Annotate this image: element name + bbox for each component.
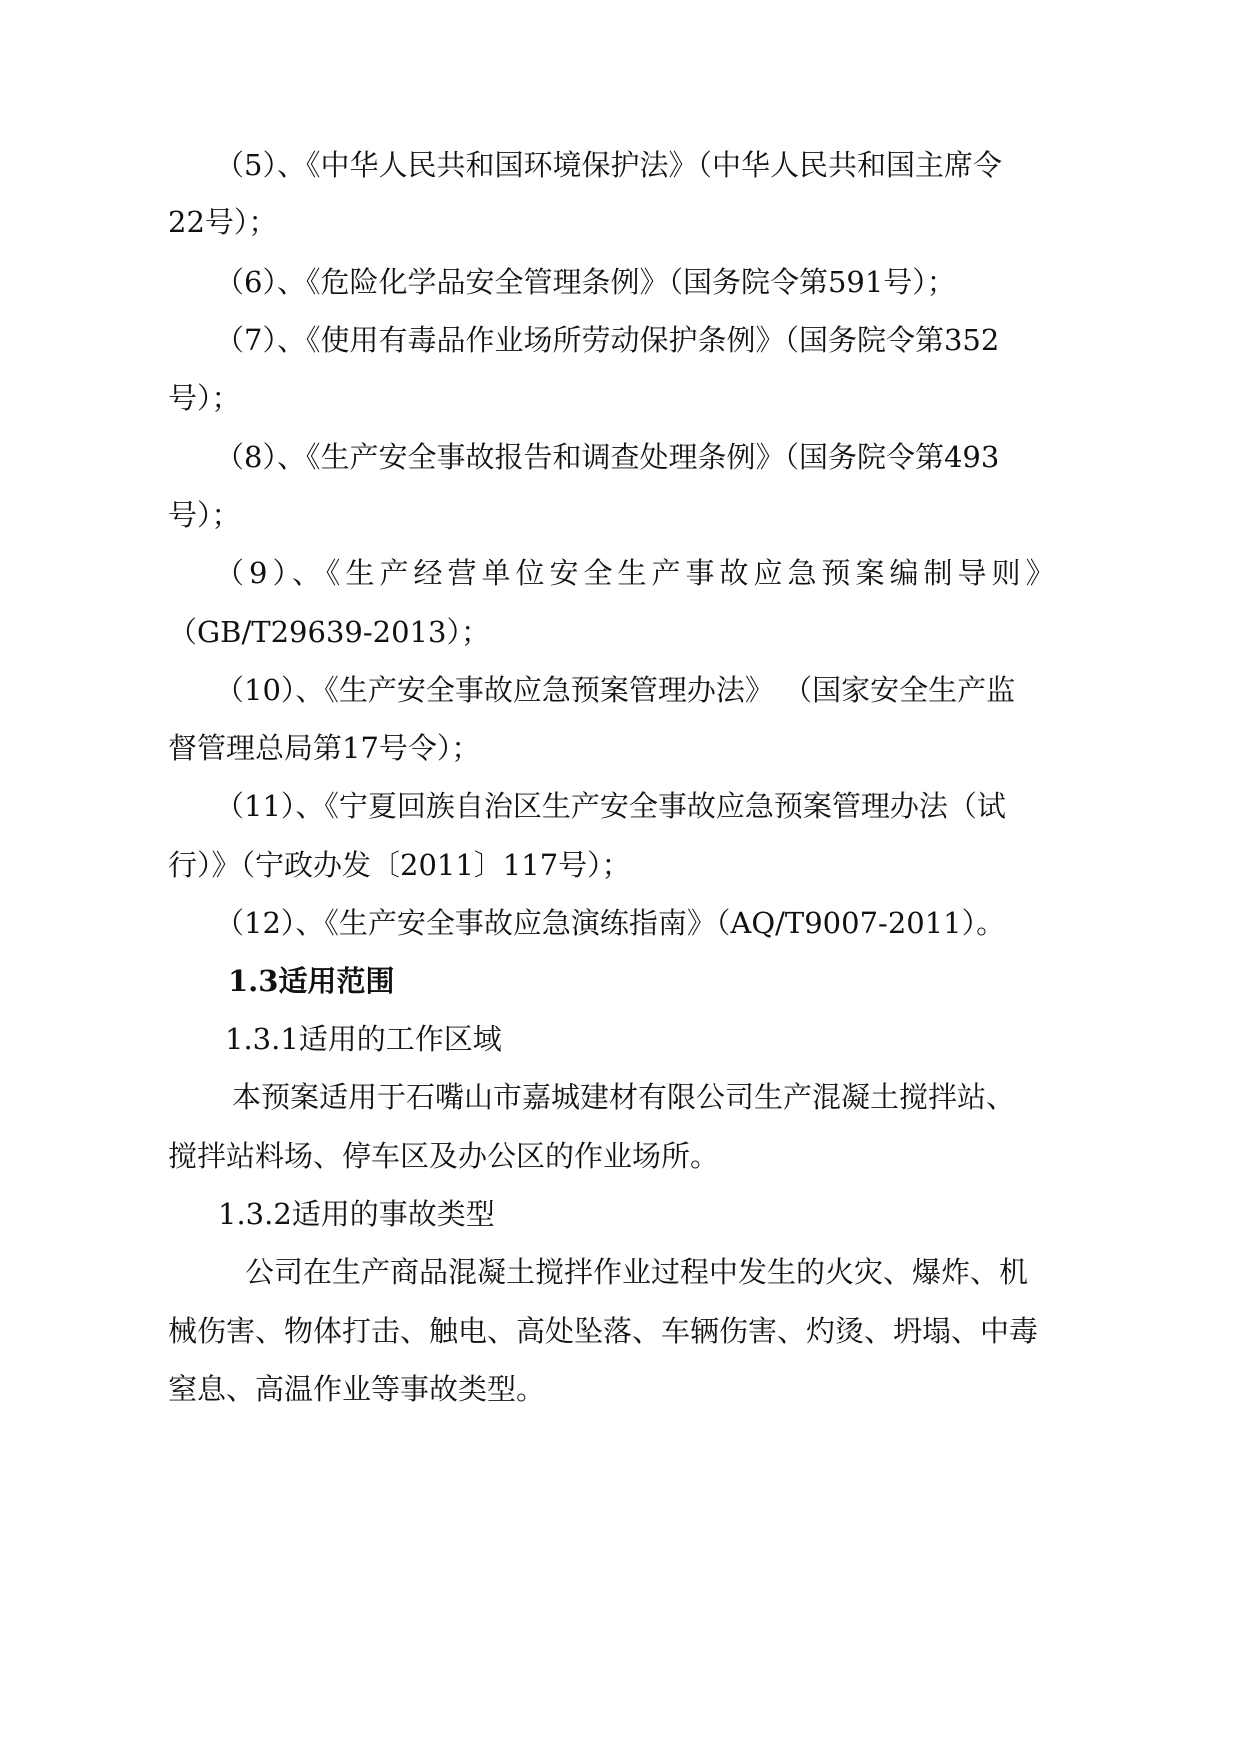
reference-9-line-2: （GB/T29639-2013）； xyxy=(168,615,490,649)
reference-10-line-2: 督管理总局第17号令）； xyxy=(168,731,481,765)
accident-types-line-1: 公司在生产商品混凝土搅拌作业过程中发生的火灾、爆炸、机 xyxy=(245,1255,1029,1289)
reference-11-line-2: 行）》（宁政办发〔2011〕117号）； xyxy=(168,848,631,882)
reference-8-line-1: （8）、《生产安全事故报告和调查处理条例》（国务院令第493 xyxy=(215,440,1000,474)
subsection-heading-1-3-1: 1.3.1适用的工作区域 xyxy=(225,1022,502,1056)
accident-types-line-2: 械伤害、物体打击、触电、高处坠落、车辆伤害、灼烫、坍塌、中毒 xyxy=(168,1314,1039,1348)
accident-types-line-3: 窒息、高温作业等事故类型。 xyxy=(168,1372,546,1406)
reference-6: （6）、《危险化学品安全管理条例》（国务院令第591号）； xyxy=(215,265,956,299)
scope-paragraph-line-2: 搅拌站料场、停车区及办公区的作业场所。 xyxy=(168,1139,720,1173)
reference-8-line-2: 号）； xyxy=(168,498,241,532)
subsection-heading-1-3-2: 1.3.2适用的事故类型 xyxy=(218,1197,495,1231)
reference-10-line-1: （10）、《生产安全事故应急预案管理办法》 （国家安全生产监 xyxy=(215,673,1016,707)
reference-12: （12）、《生产安全事故应急演练指南》（AQ/T9007-2011）。 xyxy=(215,906,1006,940)
reference-5-line-2: 22号）； xyxy=(168,205,278,239)
reference-11-line-1: （11）、《宁夏回族自治区生产安全事故应急预案管理办法（试 xyxy=(215,789,1006,823)
reference-5-line-1: （5）、《中华人民共和国环境保护法》（中华人民共和国主席令 xyxy=(215,148,1002,182)
section-heading-1-3: 1.3适用范围 xyxy=(228,964,395,998)
reference-7-line-1: （7）、《使用有毒品作业场所劳动保护条例》（国务院令第352 xyxy=(215,323,1000,357)
scope-paragraph-line-1: 本预案适用于石嘴山市嘉城建材有限公司生产混凝土搅拌站、 xyxy=(232,1080,1016,1114)
reference-9-line-1: （9）、《生产经营单位安全生产事故应急预案编制导则》 xyxy=(215,556,1060,590)
reference-7-line-2: 号）； xyxy=(168,381,241,415)
